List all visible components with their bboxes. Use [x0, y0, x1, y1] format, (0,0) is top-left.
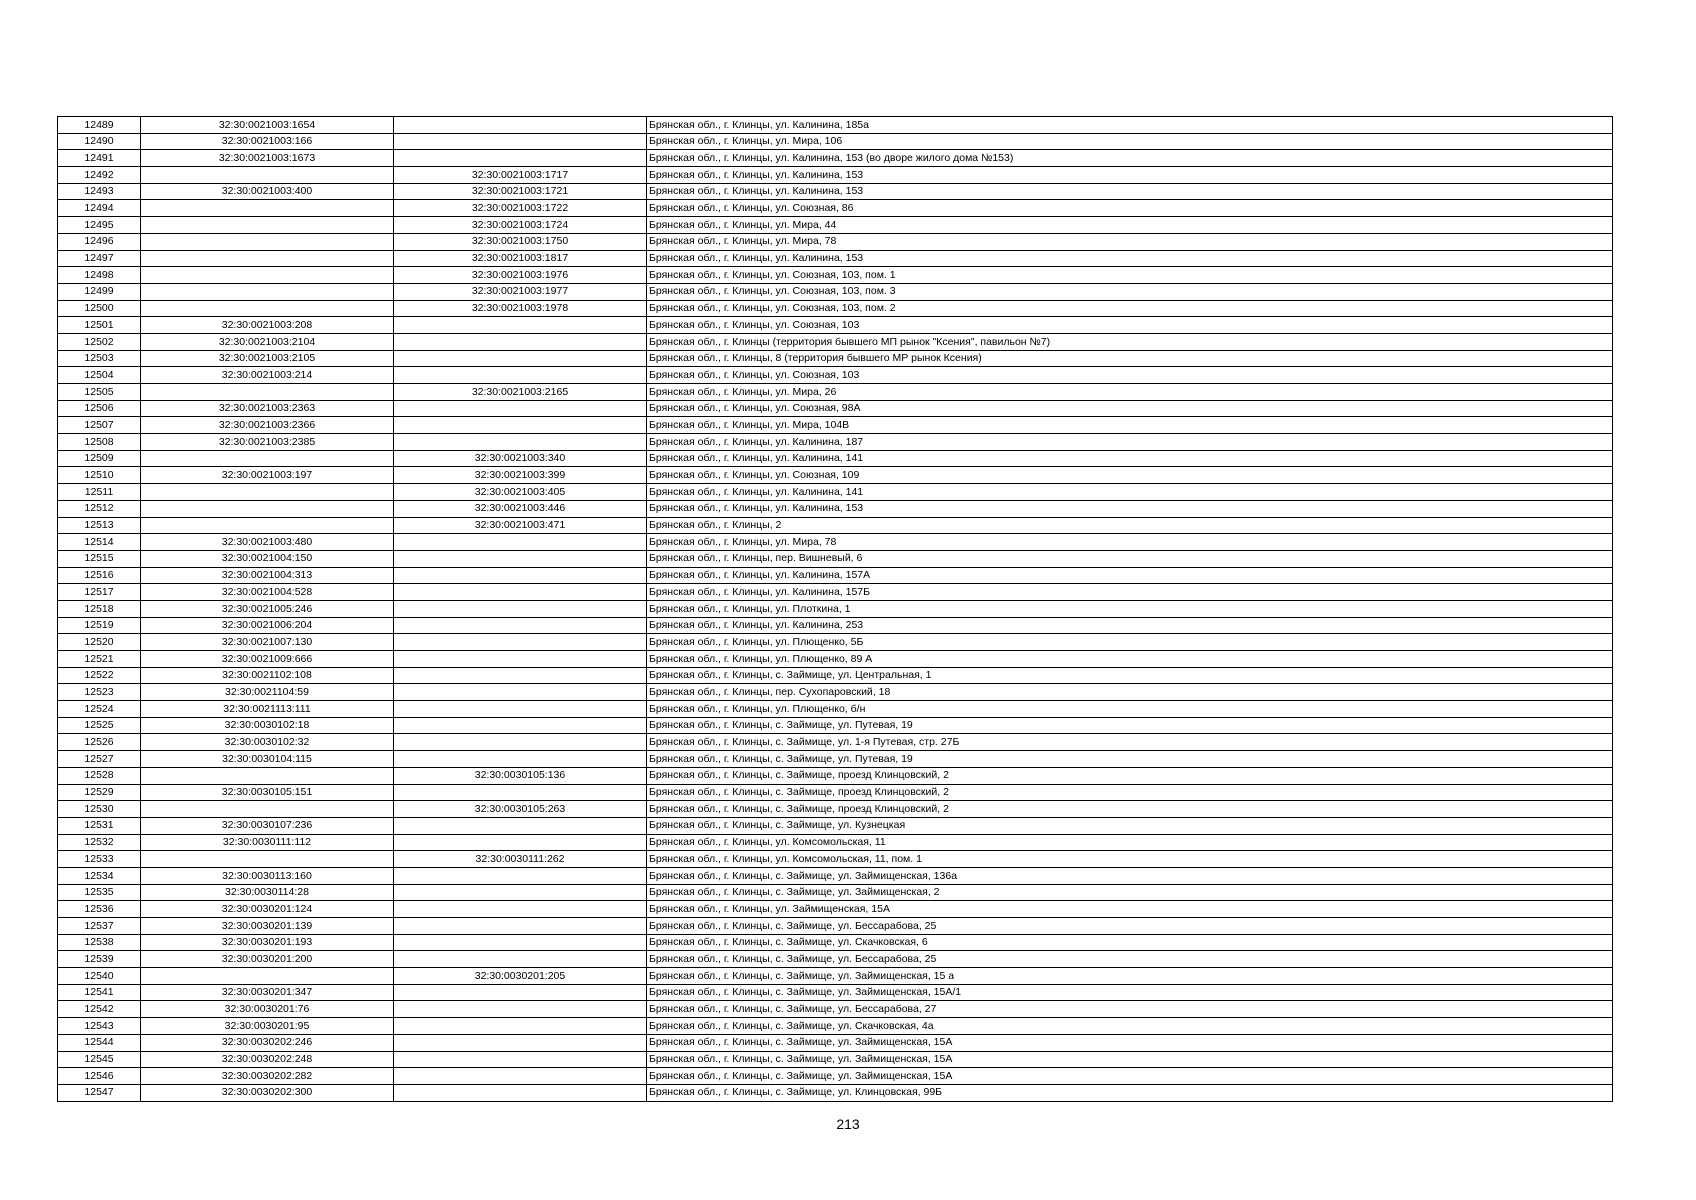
- address-cell: Брянская обл., г. Клинцы, ул. Калинина, 153: [647, 250, 1613, 267]
- cadastral-number-cell: 32:30:0021004:150: [141, 550, 394, 567]
- cadastral-number-secondary-cell: [394, 150, 647, 167]
- address-cell: Брянская обл., г. Клинцы, ул. Союзная, 86: [647, 200, 1613, 217]
- address-cell: Брянская обл., г. Клинцы, с. Займище, ул. Бессарабова, 27: [647, 1001, 1613, 1018]
- cadastral-number-cell: 32:30:0021102:108: [141, 667, 394, 684]
- table-row: [58, 150, 1613, 167]
- cadastral-number-cell: 32:30:0030111:112: [141, 834, 394, 851]
- row-number-cell: 12545: [58, 1051, 141, 1068]
- cadastral-number-secondary-cell: 32:30:0030105:263: [394, 801, 647, 818]
- address-cell: Брянская обл., г. Клинцы, ул. Плющенко, 89 А: [647, 651, 1613, 668]
- cadastral-number-cell: 32:30:0030107:236: [141, 817, 394, 834]
- row-number-cell: 12491: [58, 150, 141, 167]
- cadastral-number-cell: 32:30:0021003:208: [141, 317, 394, 334]
- cadastral-number-secondary-cell: 32:30:0021003:1976: [394, 267, 647, 284]
- row-number-cell: 12525: [58, 717, 141, 734]
- cadastral-number-cell: 32:30:0030202:300: [141, 1084, 394, 1101]
- table-row: [58, 684, 1613, 701]
- cadastral-number-secondary-cell: [394, 400, 647, 417]
- cadastral-number-secondary-cell: [394, 117, 647, 134]
- row-number-cell: 12539: [58, 951, 141, 968]
- row-number-cell: 12537: [58, 918, 141, 935]
- row-number-cell: 12544: [58, 1034, 141, 1051]
- row-number-cell: 12497: [58, 250, 141, 267]
- address-cell: Брянская обл., г. Клинцы, ул. Плющенко, 5Б: [647, 634, 1613, 651]
- row-number-cell: 12524: [58, 701, 141, 718]
- cadastral-number-cell: 32:30:0021113:111: [141, 701, 394, 718]
- cadastral-number-cell: [141, 217, 394, 234]
- row-number-cell: 12499: [58, 283, 141, 300]
- row-number-cell: 12509: [58, 450, 141, 467]
- address-cell: Брянская обл., г. Клинцы, ул. Мира, 78: [647, 233, 1613, 250]
- address-cell: Брянская обл., г. Клинцы, ул. Займищенская, 15А: [647, 901, 1613, 918]
- row-number-cell: 12503: [58, 350, 141, 367]
- cadastral-number-cell: 32:30:0021005:246: [141, 600, 394, 617]
- row-number-cell: 12500: [58, 300, 141, 317]
- row-number-cell: 12490: [58, 133, 141, 150]
- table-row: [58, 984, 1613, 1001]
- cadastral-number-secondary-cell: [394, 751, 647, 768]
- cadastral-number-cell: 32:30:0030104:115: [141, 751, 394, 768]
- cadastral-number-cell: 32:30:0021003:2363: [141, 400, 394, 417]
- cadastral-number-secondary-cell: [394, 867, 647, 884]
- address-cell: Брянская обл., г. Клинцы, ул. Союзная, 103, пом. 2: [647, 300, 1613, 317]
- cadastral-number-secondary-cell: [394, 1001, 647, 1018]
- table-row: [58, 717, 1613, 734]
- address-cell: Брянская обл., г. Клинцы, с. Займище, ул. Бессарабова, 25: [647, 918, 1613, 935]
- address-cell: Брянская обл., г. Клинцы, ул. Калинина, 253: [647, 617, 1613, 634]
- table-row: [58, 117, 1613, 134]
- table-row: [58, 534, 1613, 551]
- cadastral-number-secondary-cell: [394, 133, 647, 150]
- row-number-cell: 12527: [58, 751, 141, 768]
- address-cell: Брянская обл., г. Клинцы, ул. Калинина, 153: [647, 500, 1613, 517]
- cadastral-number-cell: 32:30:0021007:130: [141, 634, 394, 651]
- table-row: [58, 600, 1613, 617]
- row-number-cell: 12542: [58, 1001, 141, 1018]
- table-row: [58, 851, 1613, 868]
- table-row: [58, 1068, 1613, 1085]
- cadastral-number-secondary-cell: [394, 617, 647, 634]
- cadastral-number-cell: 32:30:0030102:32: [141, 734, 394, 751]
- row-number-cell: 12505: [58, 384, 141, 401]
- row-number-cell: 12496: [58, 233, 141, 250]
- cadastral-number-cell: 32:30:0030201:76: [141, 1001, 394, 1018]
- cadastral-number-cell: 32:30:0021003:480: [141, 534, 394, 551]
- table-row: [58, 333, 1613, 350]
- address-cell: Брянская обл., г. Клинцы, ул. Калинина, 187: [647, 434, 1613, 451]
- cadastral-number-secondary-cell: [394, 1018, 647, 1035]
- table-row: [58, 400, 1613, 417]
- row-number-cell: 12531: [58, 817, 141, 834]
- cadastral-number-secondary-cell: 32:30:0021003:340: [394, 450, 647, 467]
- table-row: [58, 167, 1613, 184]
- row-number-cell: 12518: [58, 600, 141, 617]
- cadastral-number-secondary-cell: [394, 550, 647, 567]
- table-row: [58, 267, 1613, 284]
- cadastral-number-secondary-cell: 32:30:0021003:405: [394, 484, 647, 501]
- cadastral-number-secondary-cell: 32:30:0021003:1978: [394, 300, 647, 317]
- address-cell: Брянская обл., г. Клинцы, ул. Плоткина, 1: [647, 600, 1613, 617]
- registry-table: [57, 116, 1613, 1102]
- cadastral-number-cell: [141, 851, 394, 868]
- table-row: [58, 417, 1613, 434]
- row-number-cell: 12517: [58, 584, 141, 601]
- cadastral-number-cell: [141, 767, 394, 784]
- row-number-cell: 12530: [58, 801, 141, 818]
- cadastral-number-secondary-cell: [394, 901, 647, 918]
- cadastral-number-cell: [141, 517, 394, 534]
- row-number-cell: 12510: [58, 467, 141, 484]
- cadastral-number-secondary-cell: 32:30:0030111:262: [394, 851, 647, 868]
- cadastral-number-cell: 32:30:0030201:200: [141, 951, 394, 968]
- table-row: [58, 317, 1613, 334]
- cadastral-number-secondary-cell: [394, 417, 647, 434]
- cadastral-number-secondary-cell: 32:30:0021003:1722: [394, 200, 647, 217]
- cadastral-number-secondary-cell: [394, 634, 647, 651]
- cadastral-number-secondary-cell: [394, 667, 647, 684]
- address-cell: Брянская обл., г. Клинцы, с. Займище, ул. 1-я Путевая, стр. 27Б: [647, 734, 1613, 751]
- row-number-cell: 12507: [58, 417, 141, 434]
- address-cell: Брянская обл., г. Клинцы, ул. Мира, 26: [647, 384, 1613, 401]
- address-cell: Брянская обл., г. Клинцы, с. Займище, проезд Клинцовский, 2: [647, 784, 1613, 801]
- cadastral-number-cell: 32:30:0030201:139: [141, 918, 394, 935]
- cadastral-number-secondary-cell: 32:30:0021003:471: [394, 517, 647, 534]
- row-number-cell: 12493: [58, 183, 141, 200]
- row-number-cell: 12511: [58, 484, 141, 501]
- cadastral-number-secondary-cell: 32:30:0021003:446: [394, 500, 647, 517]
- cadastral-number-secondary-cell: [394, 317, 647, 334]
- cadastral-number-cell: 32:30:0021006:204: [141, 617, 394, 634]
- row-number-cell: 12526: [58, 734, 141, 751]
- table-row: [58, 233, 1613, 250]
- cadastral-number-cell: 32:30:0030105:151: [141, 784, 394, 801]
- table-row: [58, 934, 1613, 951]
- cadastral-number-cell: [141, 250, 394, 267]
- address-cell: Брянская обл., г. Клинцы, ул. Калинина, 141: [647, 450, 1613, 467]
- address-cell: Брянская обл., г. Клинцы, с. Займище, ул. Скачковская, 4а: [647, 1018, 1613, 1035]
- address-cell: Брянская обл., г. Клинцы, с. Займище, ул. Займищенская, 136а: [647, 867, 1613, 884]
- table-row: [58, 450, 1613, 467]
- address-cell: Брянская обл., г. Клинцы, ул. Союзная, 103: [647, 367, 1613, 384]
- address-cell: Брянская обл., г. Клинцы, ул. Мира, 44: [647, 217, 1613, 234]
- row-number-cell: 12523: [58, 684, 141, 701]
- address-cell: Брянская обл., г. Клинцы, с. Займище, проезд Клинцовский, 2: [647, 767, 1613, 784]
- cadastral-number-cell: 32:30:0030202:246: [141, 1034, 394, 1051]
- cadastral-number-cell: [141, 200, 394, 217]
- address-cell: Брянская обл., г. Клинцы, ул. Калинина, 157А: [647, 567, 1613, 584]
- cadastral-number-cell: [141, 384, 394, 401]
- row-number-cell: 12501: [58, 317, 141, 334]
- table-row: [58, 300, 1613, 317]
- cadastral-number-secondary-cell: [394, 717, 647, 734]
- cadastral-number-secondary-cell: 32:30:0021003:1717: [394, 167, 647, 184]
- cadastral-number-secondary-cell: 32:30:0021003:1721: [394, 183, 647, 200]
- table-row: [58, 951, 1613, 968]
- address-cell: Брянская обл., г. Клинцы, ул. Комсомольская, 11: [647, 834, 1613, 851]
- table-row: [58, 918, 1613, 935]
- cadastral-number-secondary-cell: [394, 918, 647, 935]
- cadastral-number-secondary-cell: [394, 701, 647, 718]
- table-row: [58, 1001, 1613, 1018]
- cadastral-number-cell: 32:30:0030102:18: [141, 717, 394, 734]
- address-cell: Брянская обл., г. Клинцы, ул. Плющенко, б/н: [647, 701, 1613, 718]
- row-number-cell: 12515: [58, 550, 141, 567]
- cadastral-number-secondary-cell: 32:30:0030201:205: [394, 968, 647, 985]
- table-row: [58, 484, 1613, 501]
- address-cell: Брянская обл., г. Клинцы, пер. Вишневый, 6: [647, 550, 1613, 567]
- address-cell: Брянская обл., г. Клинцы, с. Займище, ул. Займищенская, 2: [647, 884, 1613, 901]
- row-number-cell: 12536: [58, 901, 141, 918]
- cadastral-number-cell: 32:30:0021003:2366: [141, 417, 394, 434]
- address-cell: Брянская обл., г. Клинцы, с. Займище, ул. Займищенская, 15А: [647, 1034, 1613, 1051]
- address-cell: Брянская обл., г. Клинцы, ул. Комсомольская, 11, пом. 1: [647, 851, 1613, 868]
- row-number-cell: 12516: [58, 567, 141, 584]
- cadastral-number-cell: 32:30:0021009:666: [141, 651, 394, 668]
- table-row: [58, 734, 1613, 751]
- cadastral-number-cell: [141, 968, 394, 985]
- row-number-cell: 12504: [58, 367, 141, 384]
- row-number-cell: 12532: [58, 834, 141, 851]
- table-row: [58, 884, 1613, 901]
- address-cell: Брянская обл., г. Клинцы, ул. Калинина, 153: [647, 183, 1613, 200]
- address-cell: Брянская обл., г. Клинцы, с. Займище, ул. Кузнецкая: [647, 817, 1613, 834]
- cadastral-number-cell: 32:30:0021004:528: [141, 584, 394, 601]
- row-number-cell: 12513: [58, 517, 141, 534]
- table-row: [58, 901, 1613, 918]
- address-cell: Брянская обл., г. Клинцы, 8 (территория бывшего МР рынок Ксения): [647, 350, 1613, 367]
- address-cell: Брянская обл., г. Клинцы, ул. Калинина, 153 (во дворе жилого дома №153): [647, 150, 1613, 167]
- cadastral-number-cell: [141, 233, 394, 250]
- table-row: [58, 634, 1613, 651]
- cadastral-number-secondary-cell: [394, 684, 647, 701]
- cadastral-number-secondary-cell: [394, 834, 647, 851]
- cadastral-number-secondary-cell: [394, 734, 647, 751]
- cadastral-number-cell: 32:30:0021104:59: [141, 684, 394, 701]
- row-number-cell: 12529: [58, 784, 141, 801]
- cadastral-number-secondary-cell: [394, 651, 647, 668]
- address-cell: Брянская обл., г. Клинцы, с. Займище, ул. Путевая, 19: [647, 717, 1613, 734]
- page-number: 213: [836, 1116, 860, 1132]
- row-number-cell: 12522: [58, 667, 141, 684]
- table-row: [58, 1084, 1613, 1101]
- address-cell: Брянская обл., г. Клинцы, с. Займище, ул. Займищенская, 15А: [647, 1068, 1613, 1085]
- cadastral-number-secondary-cell: [394, 434, 647, 451]
- row-number-cell: 12547: [58, 1084, 141, 1101]
- address-cell: Брянская обл., г. Клинцы, с. Займище, ул. Займищенская, 15А/1: [647, 984, 1613, 1001]
- address-cell: Брянская обл., г. Клинцы, 2: [647, 517, 1613, 534]
- address-cell: Брянская обл., г. Клинцы, ул. Союзная, 103, пом. 3: [647, 283, 1613, 300]
- table-row: [58, 217, 1613, 234]
- cadastral-number-secondary-cell: 32:30:0030105:136: [394, 767, 647, 784]
- address-cell: Брянская обл., г. Клинцы, ул. Союзная, 103, пом. 1: [647, 267, 1613, 284]
- cadastral-number-cell: 32:30:0030201:124: [141, 901, 394, 918]
- table-row: [58, 751, 1613, 768]
- address-cell: Брянская обл., г. Клинцы, с. Займище, ул. Займищенская, 15 а: [647, 968, 1613, 985]
- cadastral-number-cell: 32:30:0021003:2105: [141, 350, 394, 367]
- cadastral-number-secondary-cell: 32:30:0021003:1817: [394, 250, 647, 267]
- cadastral-number-cell: 32:30:0030201:347: [141, 984, 394, 1001]
- row-number-cell: 12495: [58, 217, 141, 234]
- cadastral-number-cell: 32:30:0021003:400: [141, 183, 394, 200]
- address-cell: Брянская обл., г. Клинцы, ул. Калинина, 157Б: [647, 584, 1613, 601]
- row-number-cell: 12535: [58, 884, 141, 901]
- row-number-cell: 12498: [58, 267, 141, 284]
- address-cell: Брянская обл., г. Клинцы, ул. Калинина, 153: [647, 167, 1613, 184]
- cadastral-number-secondary-cell: [394, 984, 647, 1001]
- address-cell: Брянская обл., г. Клинцы, с. Займище, ул. Путевая, 19: [647, 751, 1613, 768]
- row-number-cell: 12540: [58, 968, 141, 985]
- row-number-cell: 12520: [58, 634, 141, 651]
- table-row: [58, 834, 1613, 851]
- table-row: [58, 667, 1613, 684]
- row-number-cell: 12519: [58, 617, 141, 634]
- table-row: [58, 617, 1613, 634]
- cadastral-number-secondary-cell: [394, 333, 647, 350]
- cadastral-number-cell: 32:30:0030201:193: [141, 934, 394, 951]
- table-row: [58, 133, 1613, 150]
- row-number-cell: 12543: [58, 1018, 141, 1035]
- address-cell: Брянская обл., г. Клинцы, с. Займище, проезд Клинцовский, 2: [647, 801, 1613, 818]
- address-cell: Брянская обл., г. Клинцы, ул. Калинина, 141: [647, 484, 1613, 501]
- address-cell: Брянская обл., г. Клинцы, ул. Мира, 78: [647, 534, 1613, 551]
- table-row: [58, 801, 1613, 818]
- cadastral-number-cell: [141, 267, 394, 284]
- cadastral-number-secondary-cell: [394, 1051, 647, 1068]
- cadastral-number-secondary-cell: [394, 350, 647, 367]
- table-row: [58, 651, 1613, 668]
- cadastral-number-cell: 32:30:0030114:28: [141, 884, 394, 901]
- cadastral-number-cell: 32:30:0021003:2385: [141, 434, 394, 451]
- cadastral-number-secondary-cell: 32:30:0021003:1724: [394, 217, 647, 234]
- cadastral-number-cell: 32:30:0030202:248: [141, 1051, 394, 1068]
- address-cell: Брянская обл., г. Клинцы, ул. Союзная, 109: [647, 467, 1613, 484]
- row-number-cell: 12521: [58, 651, 141, 668]
- cadastral-number-secondary-cell: [394, 1034, 647, 1051]
- table-row: [58, 250, 1613, 267]
- table-row: [58, 350, 1613, 367]
- table-row: [58, 183, 1613, 200]
- table-row: [58, 1034, 1613, 1051]
- row-number-cell: 12506: [58, 400, 141, 417]
- table-row: [58, 817, 1613, 834]
- cadastral-number-cell: [141, 450, 394, 467]
- address-cell: Брянская обл., г. Клинцы, ул. Мира, 104В: [647, 417, 1613, 434]
- row-number-cell: 12528: [58, 767, 141, 784]
- cadastral-number-secondary-cell: 32:30:0021003:2165: [394, 384, 647, 401]
- row-number-cell: 12489: [58, 117, 141, 134]
- table-row: [58, 434, 1613, 451]
- cadastral-number-cell: 32:30:0030113:160: [141, 867, 394, 884]
- address-cell: Брянская обл., г. Клинцы, с. Займище, ул. Центральная, 1: [647, 667, 1613, 684]
- table-row: [58, 517, 1613, 534]
- table-row: [58, 550, 1613, 567]
- row-number-cell: 12538: [58, 934, 141, 951]
- cadastral-number-secondary-cell: [394, 1084, 647, 1101]
- table-row: [58, 283, 1613, 300]
- address-cell: Брянская обл., г. Клинцы, с. Займище, ул. Бессарабова, 25: [647, 951, 1613, 968]
- address-cell: Брянская обл., г. Клинцы, ул. Калинина, 185а: [647, 117, 1613, 134]
- table-row: [58, 701, 1613, 718]
- cadastral-number-secondary-cell: 32:30:0021003:1750: [394, 233, 647, 250]
- cadastral-number-cell: [141, 801, 394, 818]
- table-row: [58, 567, 1613, 584]
- cadastral-number-secondary-cell: [394, 367, 647, 384]
- address-cell: Брянская обл., г. Клинцы, ул. Союзная, 103: [647, 317, 1613, 334]
- row-number-cell: 12512: [58, 500, 141, 517]
- row-number-cell: 12494: [58, 200, 141, 217]
- cadastral-number-secondary-cell: [394, 817, 647, 834]
- row-number-cell: 12546: [58, 1068, 141, 1085]
- row-number-cell: 12502: [58, 333, 141, 350]
- cadastral-number-cell: 32:30:0030202:282: [141, 1068, 394, 1085]
- cadastral-number-secondary-cell: [394, 1068, 647, 1085]
- cadastral-number-cell: 32:30:0021004:313: [141, 567, 394, 584]
- cadastral-number-secondary-cell: 32:30:0021003:399: [394, 467, 647, 484]
- cadastral-number-secondary-cell: [394, 600, 647, 617]
- table-row: [58, 384, 1613, 401]
- cadastral-number-cell: [141, 500, 394, 517]
- cadastral-number-secondary-cell: [394, 584, 647, 601]
- address-cell: Брянская обл., г. Клинцы, ул. Союзная, 98А: [647, 400, 1613, 417]
- address-cell: Брянская обл., г. Клинцы (территория бывшего МП рынок "Ксения", павильон №7): [647, 333, 1613, 350]
- cadastral-number-cell: 32:30:0021003:2104: [141, 333, 394, 350]
- table-row: [58, 584, 1613, 601]
- cadastral-number-cell: 32:30:0021003:214: [141, 367, 394, 384]
- cadastral-number-secondary-cell: [394, 884, 647, 901]
- cadastral-number-cell: 32:30:0030201:95: [141, 1018, 394, 1035]
- row-number-cell: 12492: [58, 167, 141, 184]
- cadastral-number-secondary-cell: [394, 784, 647, 801]
- table-row: [58, 1018, 1613, 1035]
- cadastral-number-cell: 32:30:0021003:1654: [141, 117, 394, 134]
- cadastral-number-cell: 32:30:0021003:1673: [141, 150, 394, 167]
- table-row: [58, 367, 1613, 384]
- table-row: [58, 767, 1613, 784]
- cadastral-number-cell: 32:30:0021003:166: [141, 133, 394, 150]
- cadastral-number-cell: [141, 484, 394, 501]
- row-number-cell: 12514: [58, 534, 141, 551]
- cadastral-number-secondary-cell: 32:30:0021003:1977: [394, 283, 647, 300]
- cadastral-number-cell: [141, 167, 394, 184]
- table-row: [58, 500, 1613, 517]
- row-number-cell: 12541: [58, 984, 141, 1001]
- table-row: [58, 968, 1613, 985]
- row-number-cell: 12534: [58, 867, 141, 884]
- table-row: [58, 467, 1613, 484]
- row-number-cell: 12508: [58, 434, 141, 451]
- registry-table-body: [58, 117, 1613, 1102]
- cadastral-number-cell: 32:30:0021003:197: [141, 467, 394, 484]
- address-cell: Брянская обл., г. Клинцы, с. Займище, ул. Займищенская, 15А: [647, 1051, 1613, 1068]
- table-row: [58, 200, 1613, 217]
- table-row: [58, 867, 1613, 884]
- table-row: [58, 784, 1613, 801]
- row-number-cell: 12533: [58, 851, 141, 868]
- address-cell: Брянская обл., г. Клинцы, ул. Мира, 106: [647, 133, 1613, 150]
- address-cell: Брянская обл., г. Клинцы, пер. Сухопаровский, 18: [647, 684, 1613, 701]
- cadastral-number-secondary-cell: [394, 951, 647, 968]
- address-cell: Брянская обл., г. Клинцы, с. Займище, ул. Клинцовская, 99Б: [647, 1084, 1613, 1101]
- cadastral-number-cell: [141, 300, 394, 317]
- address-cell: Брянская обл., г. Клинцы, с. Займище, ул. Скачковская, 6: [647, 934, 1613, 951]
- table-row: [58, 1051, 1613, 1068]
- cadastral-number-secondary-cell: [394, 534, 647, 551]
- cadastral-number-cell: [141, 283, 394, 300]
- cadastral-number-secondary-cell: [394, 934, 647, 951]
- cadastral-number-secondary-cell: [394, 567, 647, 584]
